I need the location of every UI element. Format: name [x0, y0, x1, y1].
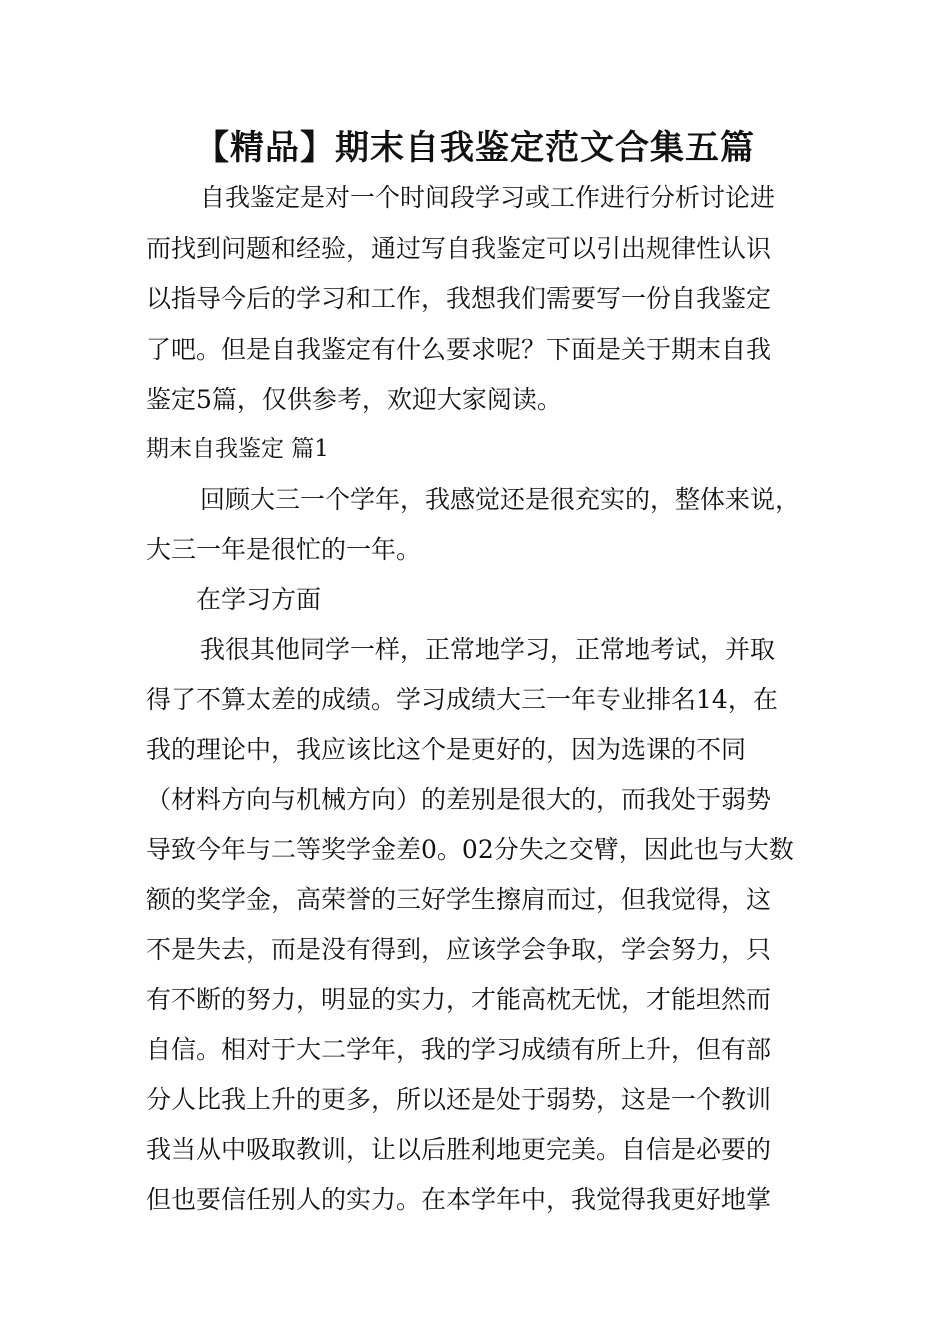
body-line-11: 自信。相对于大二学年，我的学习成绩有所上升，但有部 [146, 1035, 772, 1064]
intro-line-2: 而找到问题和经验，通过写自我鉴定可以引出规律性认识 [146, 234, 772, 263]
body-line-12: 分人比我上升的更多，所以还是处于弱势，这是一个教训 [146, 1085, 772, 1114]
page-title: 【精品】期末自我鉴定范文合集五篇 [195, 128, 755, 168]
body-line-14: 但也要信任别人的实力。在本学年中，我觉得我更好地掌 [146, 1185, 772, 1214]
body-line-9: 不是失去，而是没有得到，应该学会争取，学会努力，只 [146, 935, 772, 964]
body-line-4: 得了不算太差的成绩。学习成绩大三一年专业排名14，在 [146, 685, 778, 714]
body-line-8: 额的奖学金，高荣誉的三好学生擦肩而过，但我觉得，这 [146, 885, 772, 914]
body-line-6: （材料方向与机械方向）的差别是很大的，而我处于弱势 [146, 785, 772, 814]
body-line-13: 我当从中吸取教训，让以后胜利地更完美。自信是必要的 [146, 1135, 772, 1164]
body-line-7: 导致今年与二等奖学金差0。02分失之交臂，因此也与大数 [146, 835, 794, 864]
body-line-1: 回顾大三一个学年，我感觉还是很充实的，整体来说， [200, 485, 801, 514]
intro-line-5: 鉴定5篇，仅供参考，欢迎大家阅读。 [146, 385, 562, 414]
intro-line-4: 了吧。但是自我鉴定有什么要求呢？下面是关于期末自我 [146, 335, 772, 364]
body-line-3: 我很其他同学一样，正常地学习，正常地考试，并取 [200, 635, 776, 664]
section-heading: 期末自我鉴定 篇1 [146, 436, 329, 462]
body-line-5: 我的理论中，我应该比这个是更好的，因为选课的不同 [146, 735, 747, 764]
intro-line-1: 自我鉴定是对一个时间段学习或工作进行分析讨论进 [200, 183, 776, 212]
subheading-study: 在学习方面 [196, 585, 322, 614]
intro-line-3: 以指导今后的学习和工作，我想我们需要写一份自我鉴定 [146, 284, 772, 313]
body-line-10: 有不断的努力，明显的实力，才能高枕无忧，才能坦然而 [146, 985, 772, 1014]
body-line-2: 大三一年是很忙的一年。 [146, 535, 422, 564]
